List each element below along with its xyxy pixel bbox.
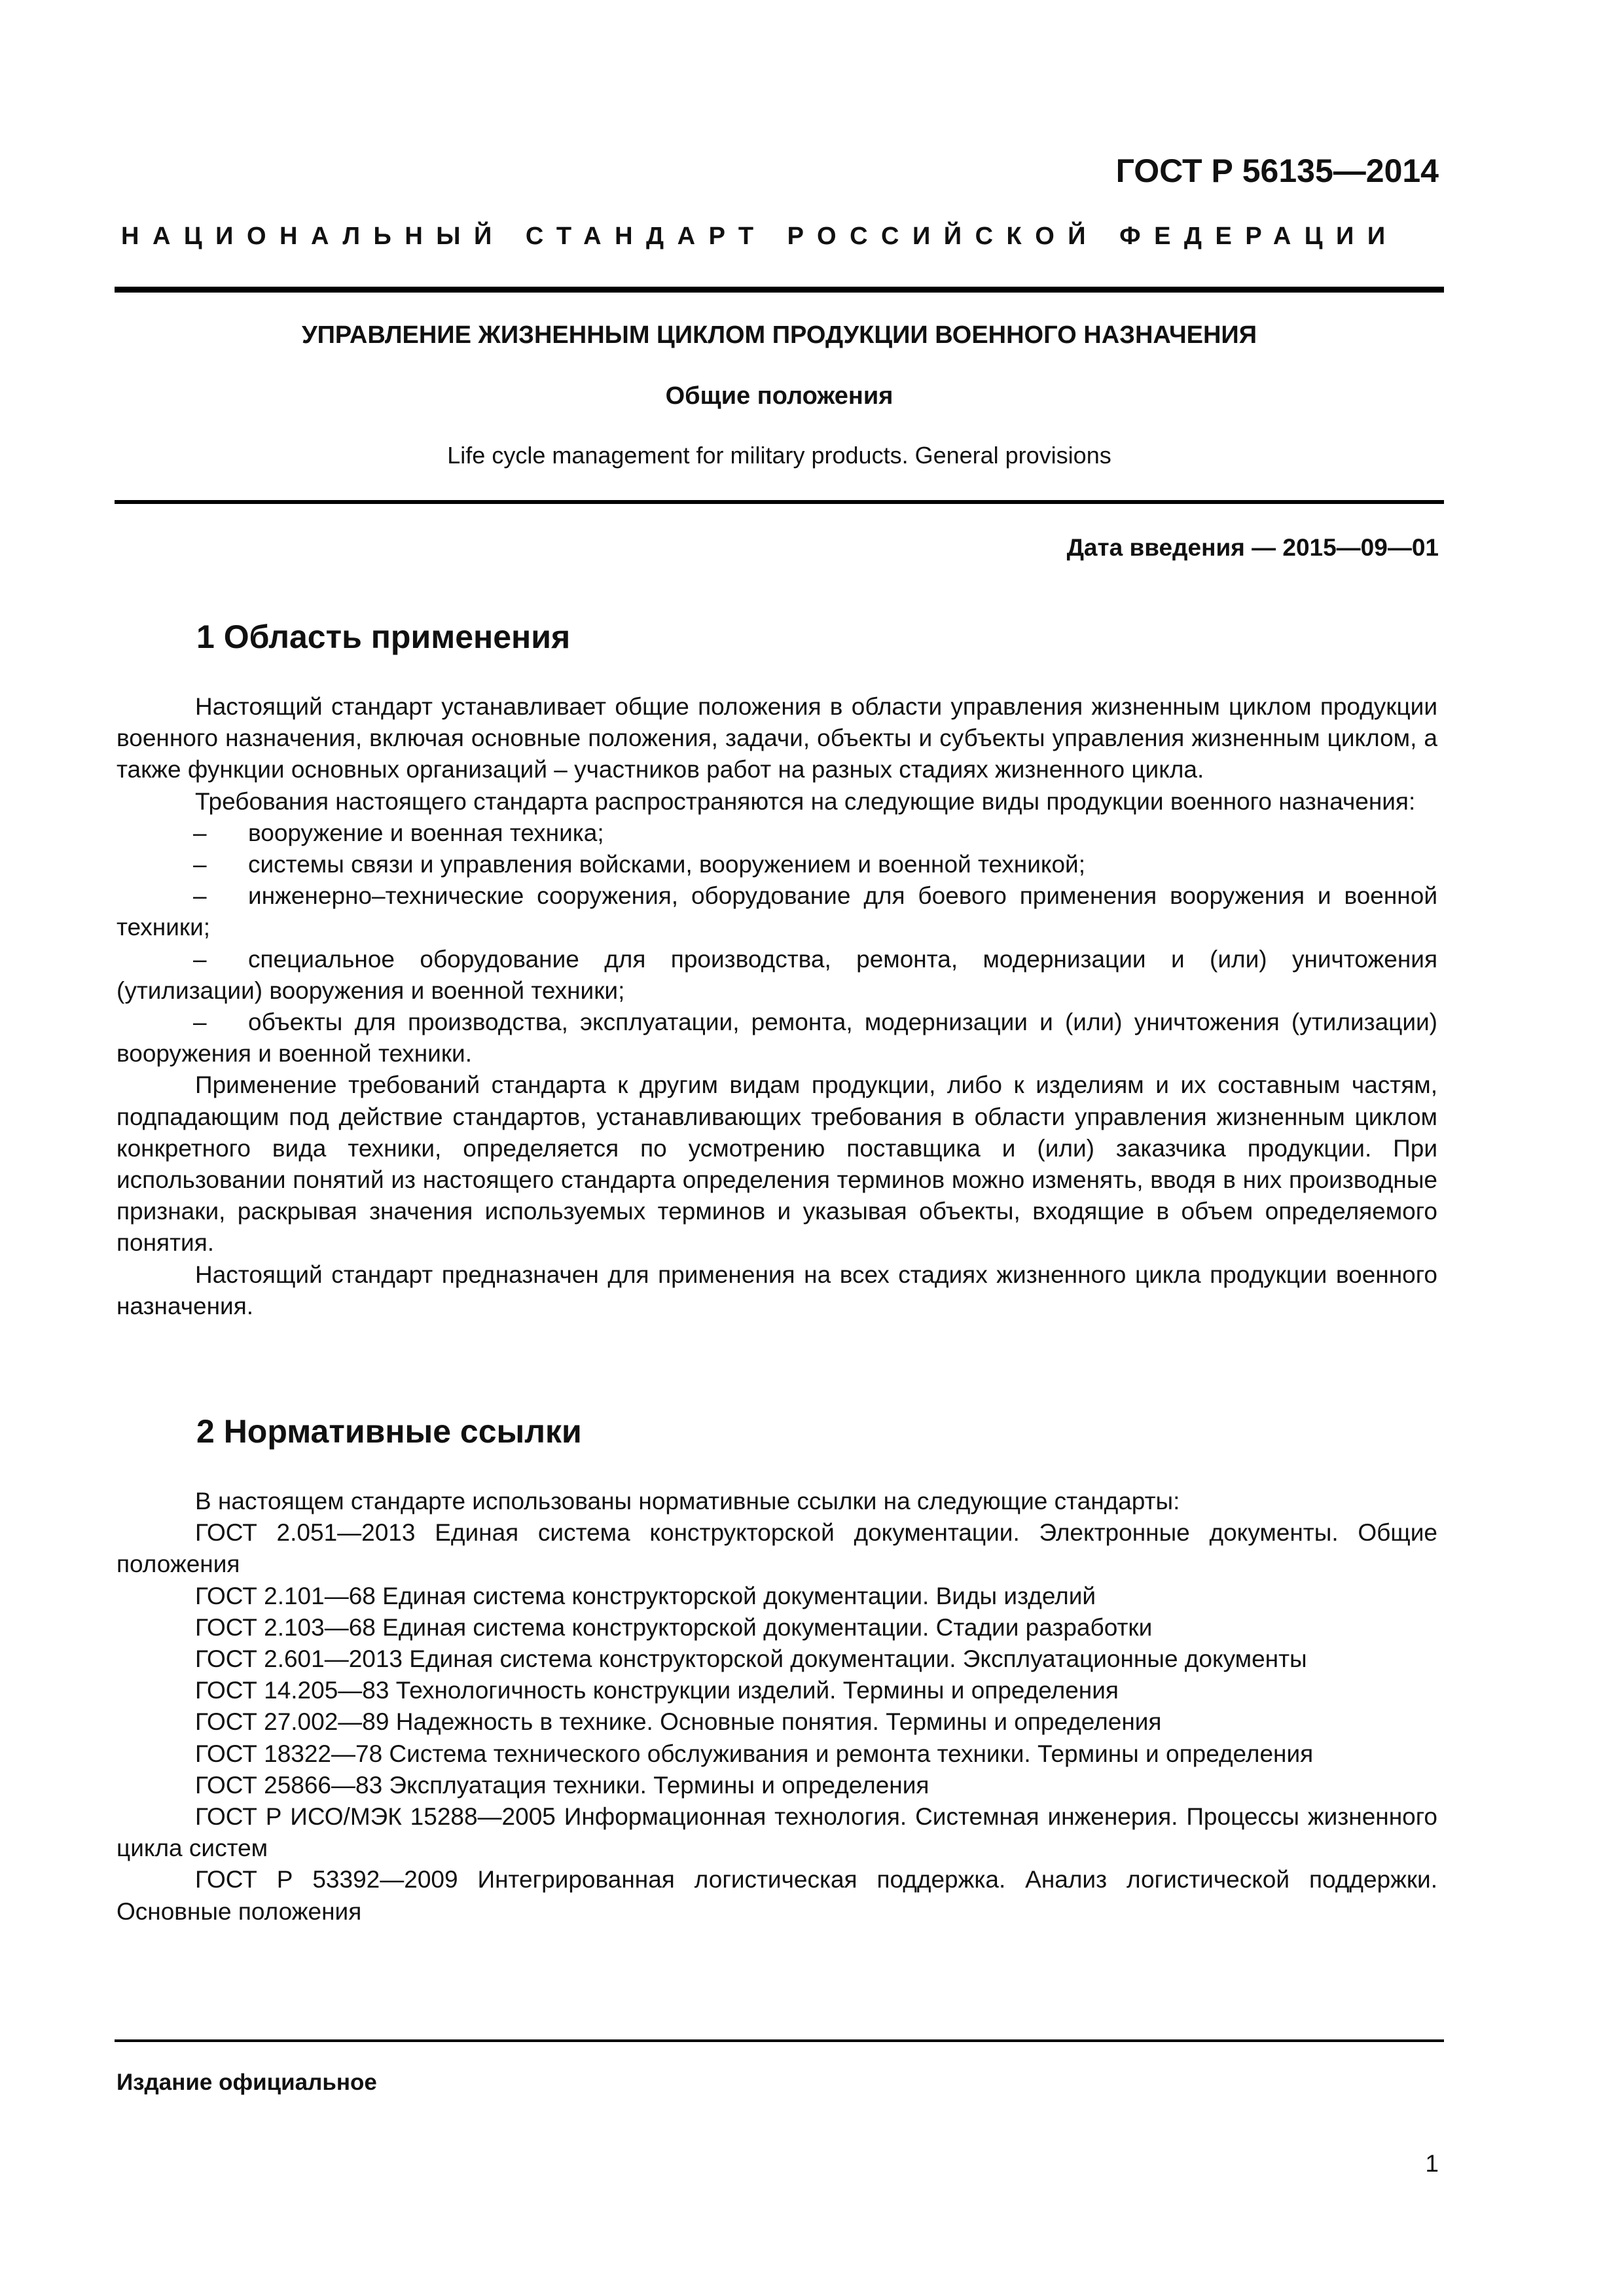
dash-marker: – [193,819,207,846]
list-item-text: объекты для производства, эксплуатации, ремонта, модернизации и (или) уничтожения (утилизации) вооружения и военной техники. [117,1009,1437,1067]
paragraph: В настоящем стандарте использованы нормативные ссылки на следующие стандарты: [195,1488,1180,1515]
header-divider [115,287,1444,293]
reference-item: ГОСТ 25866—83 Эксплуатация техники. Термины и определения [195,1771,929,1799]
list-item [117,849,1437,880]
reference-item: ГОСТ Р 53392—2009 Интегрированная логистическая поддержка. Анализ логистической поддержки. Основные положения [117,1866,1437,1925]
reference-item: ГОСТ 27.002—89 Надежность в технике. Основные понятия. Термины и определения [195,1708,1162,1736]
section-2-heading: 2 Нормативные ссылки [196,1413,582,1450]
reference-item: ГОСТ 2.101—68 Единая система конструкторской документации. Виды изделий [195,1582,1096,1609]
national-standard-title: НАЦИОНАЛЬНЫЙ СТАНДАРТ РОССИЙСКОЙ ФЕДЕРАЦИИ [121,223,1399,250]
list-item [117,817,1437,849]
list-item-text: инженерно–технические сооружения, оборудование для боевого применения вооружения и военной техники; [117,882,1437,941]
list-item [117,1007,1437,1069]
section-1-body [117,691,1437,1322]
title-divider [115,500,1444,504]
dash-marker: – [193,1009,207,1036]
section-2-body [117,1486,1437,1928]
introduction-date: Дата введения — 2015—09—01 [1066,534,1439,561]
english-title: Life cycle management for military products. General provisions [447,442,1111,469]
dash-marker: – [193,945,207,973]
list-item-text: специальное оборудование для производства, ремонта, модернизации и (или) уничтожения (утилизации) вооружения и военной техники; [117,945,1437,1004]
reference-item: ГОСТ 2.103—68 Единая система конструкторской документации. Стадии разработки [195,1613,1153,1641]
list-item [117,944,1437,1007]
section-1-heading: 1 Область применения [196,619,571,655]
paragraph: Настоящий стандарт предназначен для применения на всех стадиях жизненного цикла продукции военного назначения. [117,1261,1437,1319]
list-item-text: вооружение и военная техника; [248,819,604,846]
edition-note: Издание официальное [117,2070,377,2095]
dash-marker: – [193,882,207,910]
reference-item: ГОСТ 2.051—2013 Единая система конструкторской документации. Электронные документы. Общие положения [117,1519,1437,1578]
dash-marker: – [193,851,207,878]
reference-item: ГОСТ 14.205—83 Технологичность конструкции изделий. Термины и определения [195,1677,1119,1704]
reference-item: ГОСТ 2.601—2013 Единая система конструкторской документации. Эксплуатационные документы [195,1645,1307,1673]
reference-item: ГОСТ Р ИСО/МЭК 15288—2005 Информационная технология. Системная инженерия. Процессы жизненного цикла систем [117,1803,1437,1862]
paragraph: Требования настоящего стандарта распространяются на следующие виды продукции военного назначения: [195,787,1416,815]
list-item-text: системы связи и управления войсками, вооружением и военной техникой; [248,851,1085,878]
gost-number: ГОСТ Р 56135—2014 [1115,152,1439,189]
page-number: 1 [1425,2150,1439,2177]
list-item [117,880,1437,943]
paragraph: Настоящий стандарт устанавливает общие положения в области управления жизненным циклом продукции военного назначения, включая основные положения, задачи, объекты и субъекты управления жизненным циклом, а также функции основных организаций – участников работ на разных стадиях жизненного цикла. [117,693,1437,783]
footer-divider [115,2039,1444,2042]
reference-item: ГОСТ 18322—78 Система технического обслуживания и ремонта техники. Термины и определения [195,1740,1314,1767]
document-subtitle: Общие положения [665,382,893,410]
paragraph: Применение требований стандарта к другим видам продукции, либо к изделиям и их составным частям, подпадающим под действие стандартов, устанавливающих требования в области управления жизненным циклом конкретного вида техники, определяется по усмотрению поставщика и (или) заказчика продукции. При использовании понятий из настоящего стандарта определения терминов можно изменять, вводя в них производные признаки, раскрывая значения используемых терминов и указывая объекты, входящие в объем определяемого понятия. [117,1071,1437,1257]
document-title: УПРАВЛЕНИЕ ЖИЗНЕННЫМ ЦИКЛОМ ПРОДУКЦИИ ВОЕННОГО НАЗНАЧЕНИЯ [301,321,1257,349]
